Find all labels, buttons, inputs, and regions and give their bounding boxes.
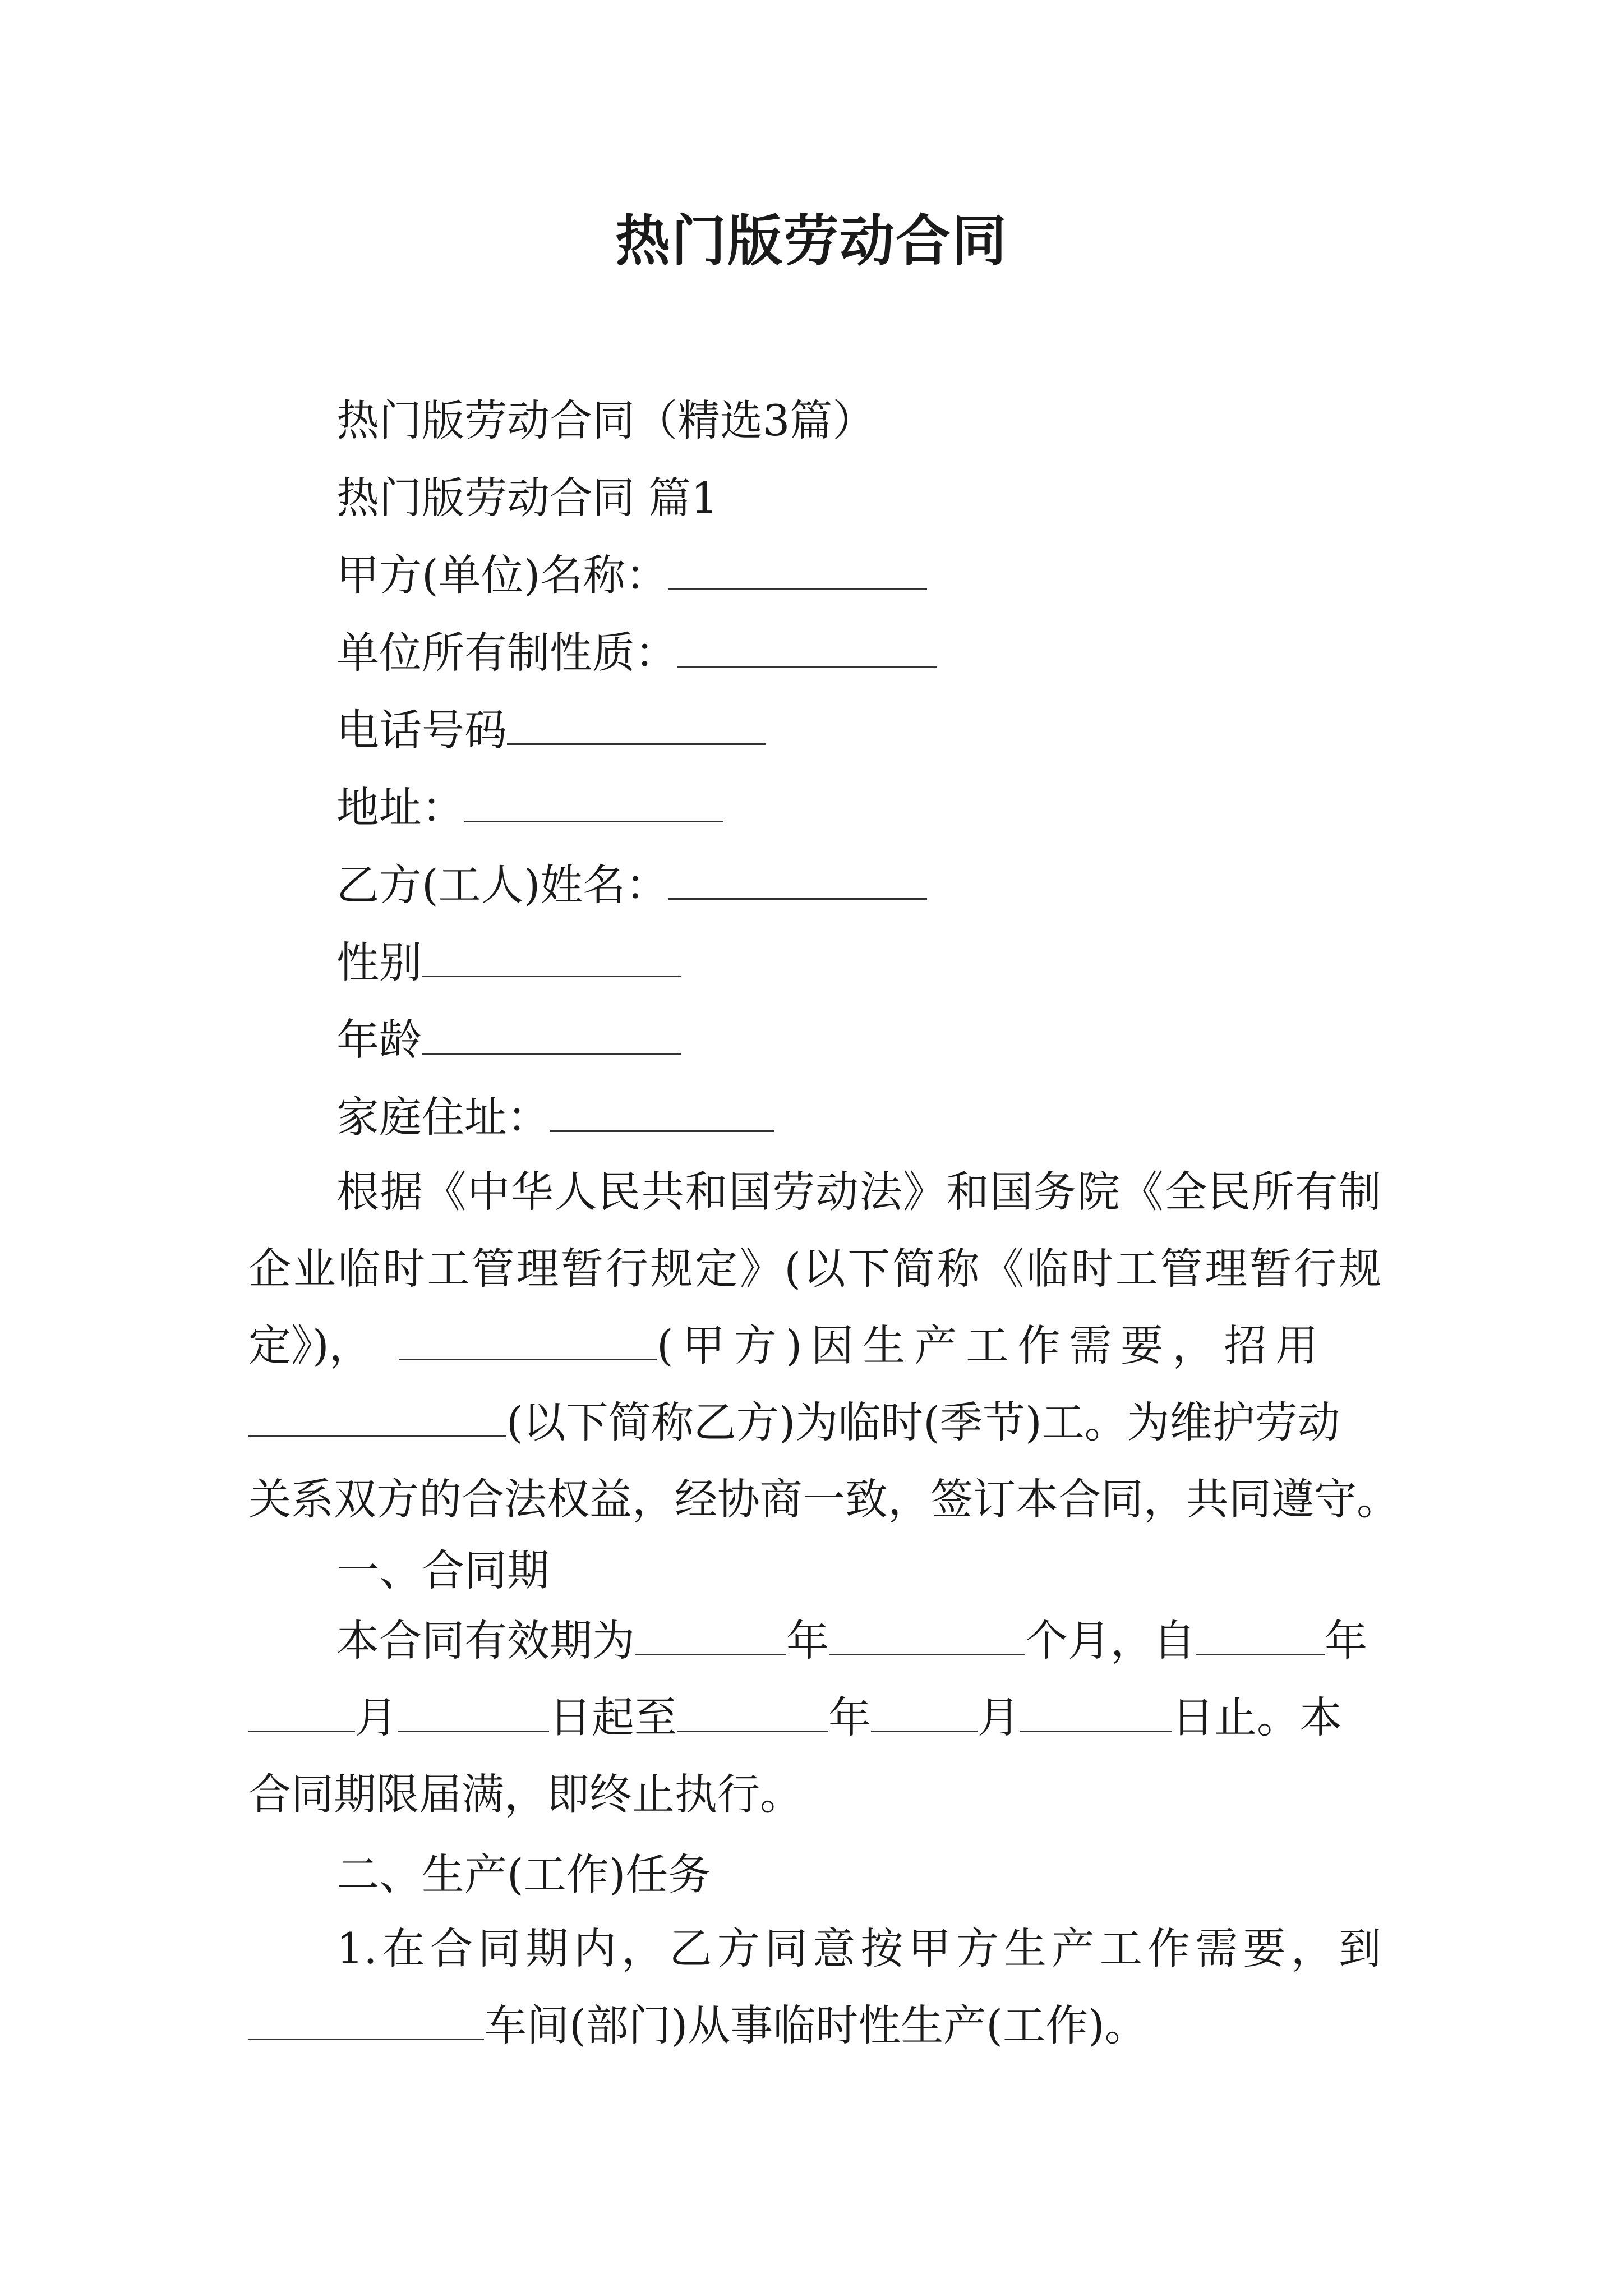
party-b-name-label: 乙方(工人)姓名： [336, 860, 668, 910]
section-2-heading: 二、生产(工作)任务 [336, 1849, 711, 1899]
party-b-name-line [336, 854, 927, 916]
sec1-row-2 [248, 1679, 1381, 1756]
employee-blank[interactable] [248, 1394, 506, 1437]
intro-paragraph [248, 1153, 1399, 1538]
months-blank[interactable] [829, 1612, 1025, 1655]
sec1-text-1: 本合同有效期为 [336, 1616, 635, 1665]
sec1-text-6: 日起至 [549, 1692, 677, 1742]
age-label: 年龄 [336, 1015, 422, 1065]
intro-row-4-text: (以下简称乙方)为临时(季节)工。为维护劳动 [506, 1397, 1340, 1447]
section-1-paragraph [248, 1602, 1381, 1833]
home-address-blank[interactable] [550, 1089, 774, 1132]
address-line [336, 777, 723, 839]
address-label: 地址： [336, 783, 464, 832]
section-1-heading: 一、合同期 [336, 1545, 550, 1595]
start-day-blank[interactable] [398, 1689, 549, 1732]
sec1-row-1 [248, 1602, 1381, 1679]
sec1-row-3: 合同期限届满，即终止执行。 [248, 1769, 803, 1819]
gender-label: 性别 [336, 937, 422, 987]
home-address-label: 家庭住址： [336, 1092, 550, 1142]
end-year-blank[interactable] [677, 1689, 828, 1732]
section-title: 热门版劳动合同 篇1 [336, 473, 718, 523]
sec2-row-1: 1.在合同期内，乙方同意按甲方生产工作需要，到 [336, 1924, 1381, 1973]
intro-row-1: 根据《中华人民共和国劳动法》和国务院《全民所有制 [336, 1167, 1381, 1217]
gender-blank[interactable] [422, 934, 681, 977]
intro-row-3b: (甲方)因生产工作需要，招用 [656, 1320, 1327, 1370]
party-a-name-line [336, 545, 927, 606]
intro-row-5: 关系双方的合法权益，经协商一致，签订本合同，共同遵守。 [248, 1474, 1399, 1524]
sec2-row-2 [248, 1987, 1381, 2064]
document-title: 热门版劳动合同 [615, 209, 1008, 273]
sec1-text-2: 年 [786, 1616, 829, 1665]
ownership-line [336, 622, 937, 684]
intro-row-3 [248, 1307, 1381, 1384]
gender-line [336, 932, 681, 993]
party-a-name-label: 甲方(单位)名称： [336, 550, 668, 600]
department-blank[interactable] [248, 1997, 484, 2040]
phone-label: 电话号码 [336, 705, 507, 755]
intro-row-3a: 定》)， [248, 1320, 372, 1370]
ownership-blank[interactable] [677, 624, 937, 668]
subtitle: 热门版劳动合同（精选3篇） [336, 395, 875, 445]
intro-row-2: 企业临时工管理暂行规定》(以下简称《临时工管理暂行规 [248, 1244, 1381, 1294]
age-blank[interactable] [422, 1011, 681, 1055]
phone-blank[interactable] [507, 702, 766, 745]
sec1-text-5: 月 [355, 1692, 398, 1742]
sec1-text-4: 年 [1325, 1616, 1367, 1665]
years-blank[interactable] [635, 1612, 786, 1655]
end-month-blank[interactable] [871, 1689, 978, 1732]
sec1-text-3: 个月，自 [1025, 1616, 1196, 1665]
intro-row-4 [248, 1384, 1381, 1461]
party-b-name-blank[interactable] [668, 857, 927, 900]
ownership-label: 单位所有制性质： [336, 628, 677, 678]
phone-line [336, 700, 766, 761]
sec1-text-7: 年 [828, 1692, 871, 1742]
employer-blank[interactable] [399, 1317, 657, 1360]
home-address-line [336, 1087, 774, 1148]
start-year-blank[interactable] [1196, 1612, 1325, 1655]
sec1-text-8: 月 [978, 1692, 1020, 1742]
sec1-text-9: 日止。本 [1172, 1692, 1342, 1742]
address-blank[interactable] [464, 779, 723, 822]
start-month-blank[interactable] [248, 1689, 355, 1732]
end-day-blank[interactable] [1020, 1689, 1172, 1732]
sec2-row-2-text: 车间(部门)从事临时性生产(工作)。 [484, 2000, 1147, 2050]
age-line [336, 1009, 681, 1071]
party-a-name-blank[interactable] [668, 547, 927, 590]
section-2-paragraph [248, 1910, 1381, 2064]
